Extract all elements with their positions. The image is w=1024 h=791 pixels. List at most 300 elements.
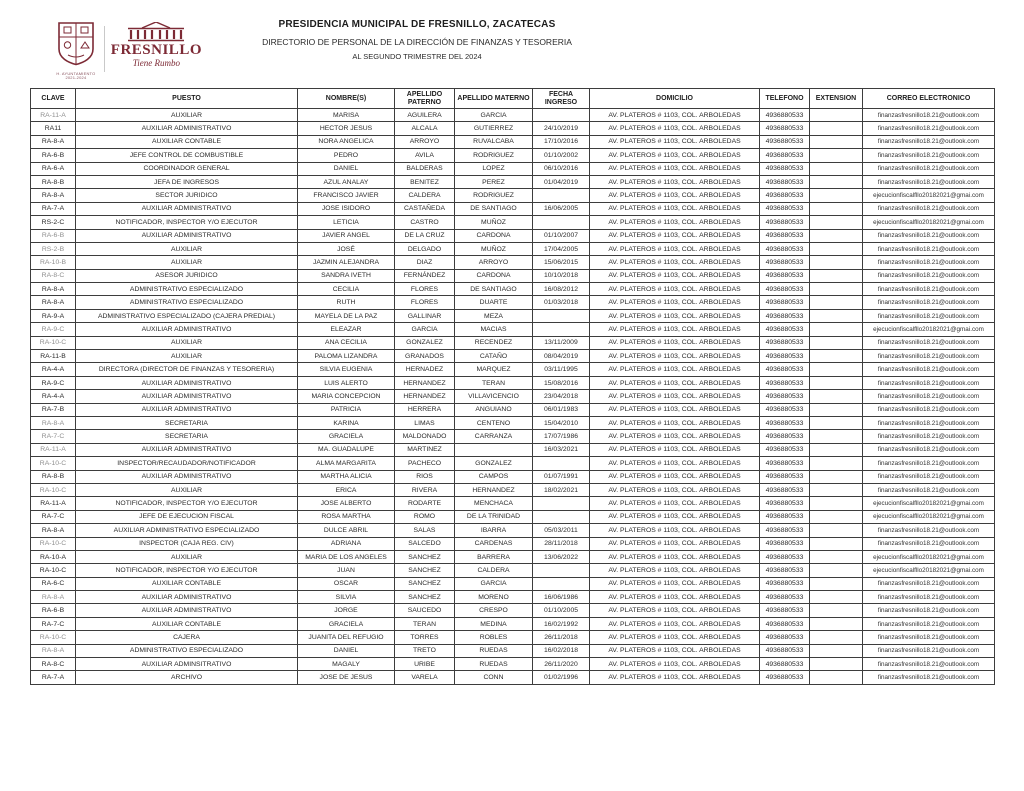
cell-fecha-ingreso: 17/07/1986 bbox=[533, 430, 590, 443]
cell-puesto: AUXILIAR CONTABLE bbox=[76, 617, 298, 630]
cell-telefono: 4936880533 bbox=[760, 256, 810, 269]
cell-clave: RA-11-A bbox=[31, 109, 76, 122]
cell-correo: finanzasfresnillo18.21@outlook.com bbox=[863, 135, 995, 148]
cell-apellido-materno: CARDONA bbox=[455, 229, 533, 242]
cell-telefono: 4936880533 bbox=[760, 577, 810, 590]
cell-nombres: ELEAZAR bbox=[298, 323, 395, 336]
cell-extension bbox=[810, 109, 863, 122]
cell-puesto: AUXILIAR ADMINISTRATIVO bbox=[76, 229, 298, 242]
cell-puesto: ADMINISTRATIVO ESPECIALIZADO bbox=[76, 283, 298, 296]
cell-puesto: AUXILIAR bbox=[76, 256, 298, 269]
cell-clave: RS-2-C bbox=[31, 216, 76, 229]
cell-fecha-ingreso: 06/10/2016 bbox=[533, 162, 590, 175]
cell-correo: finanzasfresnillo18.21@outlook.com bbox=[863, 229, 995, 242]
cell-fecha-ingreso: 15/08/2016 bbox=[533, 376, 590, 389]
cell-correo: ejecucionfiscalfllo20182021@gmai.com bbox=[863, 510, 995, 523]
column-header-fecha-ingreso: FECHA INGRESO bbox=[533, 89, 590, 109]
cell-telefono: 4936880533 bbox=[760, 296, 810, 309]
cell-domicilio: AV. PLATEROS # 1103, COL. ARBOLEDAS bbox=[590, 135, 760, 148]
cell-apellido-materno: GUTIERREZ bbox=[455, 122, 533, 135]
cell-fecha-ingreso bbox=[533, 577, 590, 590]
table-row bbox=[31, 524, 995, 537]
cell-apellido-materno: DE LA TRINIDAD bbox=[455, 510, 533, 523]
cell-extension bbox=[810, 591, 863, 604]
cell-extension bbox=[810, 604, 863, 617]
cell-correo: finanzasfresnillo18.21@outlook.com bbox=[863, 591, 995, 604]
cell-fecha-ingreso: 03/11/1995 bbox=[533, 363, 590, 376]
cell-nombres: PEDRO bbox=[298, 149, 395, 162]
cell-clave: RA-7-B bbox=[31, 403, 76, 416]
cell-fecha-ingreso: 24/10/2019 bbox=[533, 122, 590, 135]
cell-puesto: AUXILIAR bbox=[76, 350, 298, 363]
table-row bbox=[31, 283, 995, 296]
cell-puesto: NOTIFICADOR, INSPECTOR Y/O EJECUTOR bbox=[76, 497, 298, 510]
table-row bbox=[31, 323, 995, 336]
cell-telefono: 4936880533 bbox=[760, 524, 810, 537]
page-title: PRESIDENCIA MUNICIPAL DE FRESNILLO, ZACATECAS bbox=[278, 19, 556, 30]
cell-correo: ejecucionfiscalfllo20182021@gmai.com bbox=[863, 216, 995, 229]
cell-apellido-paterno: RODARTE bbox=[395, 497, 455, 510]
cell-clave: RS-2-B bbox=[31, 242, 76, 255]
cell-puesto: JEFE DE EJECUCION FISCAL bbox=[76, 510, 298, 523]
cell-puesto: AUXILIAR ADMINISTRATIVO bbox=[76, 470, 298, 483]
cell-apellido-materno: CARDONA bbox=[455, 269, 533, 282]
cell-clave: RA-10-A bbox=[31, 550, 76, 563]
cell-telefono: 4936880533 bbox=[760, 149, 810, 162]
cell-extension bbox=[810, 229, 863, 242]
cell-apellido-materno: MUÑOZ bbox=[455, 242, 533, 255]
cell-domicilio: AV. PLATEROS # 1103, COL. ARBOLEDAS bbox=[590, 604, 760, 617]
cell-apellido-paterno: BALDERAS bbox=[395, 162, 455, 175]
cell-puesto: NOTIFICADOR, INSPECTOR Y/O EJECUTOR bbox=[76, 216, 298, 229]
cell-telefono: 4936880533 bbox=[760, 604, 810, 617]
cell-apellido-materno: GARCIA bbox=[455, 577, 533, 590]
cell-puesto: ADMINISTRATIVO ESPECIALIZADO (CAJERA PREDIAL) bbox=[76, 309, 298, 322]
cell-telefono: 4936880533 bbox=[760, 390, 810, 403]
cell-domicilio: AV. PLATEROS # 1103, COL. ARBOLEDAS bbox=[590, 510, 760, 523]
table-row bbox=[31, 470, 995, 483]
cell-nombres: DULCE ABRIL bbox=[298, 524, 395, 537]
cell-domicilio: AV. PLATEROS # 1103, COL. ARBOLEDAS bbox=[590, 631, 760, 644]
cell-puesto: AUXILIAR bbox=[76, 483, 298, 496]
cell-nombres: LUIS ALERTO bbox=[298, 376, 395, 389]
column-header-apellido-paterno: APELLIDO PATERNO bbox=[395, 89, 455, 109]
cell-domicilio: AV. PLATEROS # 1103, COL. ARBOLEDAS bbox=[590, 363, 760, 376]
cell-apellido-materno: RUEDAS bbox=[455, 644, 533, 657]
cell-clave: RA-7-A bbox=[31, 671, 76, 684]
cell-extension bbox=[810, 644, 863, 657]
cell-apellido-paterno: HERRERA bbox=[395, 403, 455, 416]
cell-domicilio: AV. PLATEROS # 1103, COL. ARBOLEDAS bbox=[590, 269, 760, 282]
cell-apellido-paterno: TRETO bbox=[395, 644, 455, 657]
cell-clave: RA-10-C bbox=[31, 483, 76, 496]
table-row bbox=[31, 617, 995, 630]
cell-extension bbox=[810, 403, 863, 416]
cell-clave: RA-11-A bbox=[31, 443, 76, 456]
cell-extension bbox=[810, 631, 863, 644]
cell-apellido-paterno: RIOS bbox=[395, 470, 455, 483]
cell-apellido-materno: ARROYO bbox=[455, 256, 533, 269]
cell-puesto: DIRECTORA (DIRECTOR DE FINANZAS Y TESORERIA) bbox=[76, 363, 298, 376]
column-header-extension: EXTENSION bbox=[810, 89, 863, 109]
cell-extension bbox=[810, 269, 863, 282]
cell-fecha-ingreso: 17/10/2016 bbox=[533, 135, 590, 148]
cell-apellido-paterno: HERNANDEZ bbox=[395, 376, 455, 389]
cell-correo: ejecucionfiscalfllo20182021@gmai.com bbox=[863, 497, 995, 510]
cell-domicilio: AV. PLATEROS # 1103, COL. ARBOLEDAS bbox=[590, 644, 760, 657]
table-row bbox=[31, 577, 995, 590]
cell-extension bbox=[810, 457, 863, 470]
cell-apellido-materno: DE SANTIAGO bbox=[455, 283, 533, 296]
cell-apellido-paterno: FERNÁNDEZ bbox=[395, 269, 455, 282]
cell-nombres: LETICIA bbox=[298, 216, 395, 229]
cell-fecha-ingreso: 05/03/2011 bbox=[533, 524, 590, 537]
cell-telefono: 4936880533 bbox=[760, 216, 810, 229]
cell-fecha-ingreso: 28/11/2018 bbox=[533, 537, 590, 550]
cell-telefono: 4936880533 bbox=[760, 591, 810, 604]
cell-telefono: 4936880533 bbox=[760, 644, 810, 657]
cell-clave: RA-10-C bbox=[31, 537, 76, 550]
cell-telefono: 4936880533 bbox=[760, 202, 810, 215]
cell-correo: finanzasfresnillo18.21@outlook.com bbox=[863, 202, 995, 215]
cell-clave: RA-8-A bbox=[31, 416, 76, 429]
cell-puesto: AUXILIAR bbox=[76, 336, 298, 349]
cell-telefono: 4936880533 bbox=[760, 122, 810, 135]
cell-apellido-materno: BARRERA bbox=[455, 550, 533, 563]
cell-fecha-ingreso bbox=[533, 309, 590, 322]
cell-domicilio: AV. PLATEROS # 1103, COL. ARBOLEDAS bbox=[590, 457, 760, 470]
cell-puesto: ARCHIVO bbox=[76, 671, 298, 684]
cell-fecha-ingreso bbox=[533, 216, 590, 229]
cell-clave: RA-8-A bbox=[31, 644, 76, 657]
cell-correo: finanzasfresnillo18.21@outlook.com bbox=[863, 296, 995, 309]
cell-nombres: JOSE DE JESUS bbox=[298, 671, 395, 684]
cell-correo: finanzasfresnillo18.21@outlook.com bbox=[863, 256, 995, 269]
header-row bbox=[31, 89, 995, 109]
cell-correo: finanzasfresnillo18.21@outlook.com bbox=[863, 403, 995, 416]
cell-apellido-materno: MACIAS bbox=[455, 323, 533, 336]
table-row bbox=[31, 497, 995, 510]
cell-telefono: 4936880533 bbox=[760, 403, 810, 416]
cell-correo: ejecucionfiscalfllo20182021@gmai.com bbox=[863, 564, 995, 577]
cell-telefono: 4936880533 bbox=[760, 430, 810, 443]
cell-nombres: ROSA MARTHA bbox=[298, 510, 395, 523]
cell-clave: RA-10-C bbox=[31, 457, 76, 470]
cell-nombres: ALMA MARGARITA bbox=[298, 457, 395, 470]
cell-nombres: JOSE ALBERTO bbox=[298, 497, 395, 510]
cell-fecha-ingreso: 01/10/2002 bbox=[533, 149, 590, 162]
cell-fecha-ingreso: 17/04/2005 bbox=[533, 242, 590, 255]
cell-domicilio: AV. PLATEROS # 1103, COL. ARBOLEDAS bbox=[590, 256, 760, 269]
cell-nombres: SILVIA EUGENIA bbox=[298, 363, 395, 376]
cell-domicilio: AV. PLATEROS # 1103, COL. ARBOLEDAS bbox=[590, 430, 760, 443]
table-row bbox=[31, 376, 995, 389]
cell-nombres: DANIEL bbox=[298, 644, 395, 657]
cell-fecha-ingreso: 08/04/2019 bbox=[533, 350, 590, 363]
cell-extension bbox=[810, 577, 863, 590]
cell-clave: RA-8-C bbox=[31, 658, 76, 671]
cell-extension bbox=[810, 470, 863, 483]
cell-domicilio: AV. PLATEROS # 1103, COL. ARBOLEDAS bbox=[590, 162, 760, 175]
cell-nombres: MA. GUADALUPE bbox=[298, 443, 395, 456]
cell-correo: finanzasfresnillo18.21@outlook.com bbox=[863, 309, 995, 322]
cell-correo: finanzasfresnillo18.21@outlook.com bbox=[863, 470, 995, 483]
table-row bbox=[31, 443, 995, 456]
cell-domicilio: AV. PLATEROS # 1103, COL. ARBOLEDAS bbox=[590, 283, 760, 296]
table-row bbox=[31, 189, 995, 202]
cell-apellido-paterno: GARCIA bbox=[395, 323, 455, 336]
cell-puesto: AUXILIAR ADMINISTRATIVO bbox=[76, 604, 298, 617]
cell-fecha-ingreso: 01/04/2019 bbox=[533, 175, 590, 188]
cell-puesto: JEFA DE INGRESOS bbox=[76, 175, 298, 188]
cell-correo: finanzasfresnillo18.21@outlook.com bbox=[863, 175, 995, 188]
cell-clave: RA-4-A bbox=[31, 363, 76, 376]
cell-nombres: SANDRA IVETH bbox=[298, 269, 395, 282]
cell-extension bbox=[810, 524, 863, 537]
cell-apellido-paterno: VARELA bbox=[395, 671, 455, 684]
cell-apellido-paterno: ALCALA bbox=[395, 122, 455, 135]
cell-extension bbox=[810, 617, 863, 630]
cell-fecha-ingreso bbox=[533, 564, 590, 577]
cell-apellido-materno: LOPEZ bbox=[455, 162, 533, 175]
table-row bbox=[31, 591, 995, 604]
cell-apellido-materno: CATAÑO bbox=[455, 350, 533, 363]
cell-puesto: SECRETARIA bbox=[76, 430, 298, 443]
cell-apellido-materno: DUARTE bbox=[455, 296, 533, 309]
cell-fecha-ingreso: 16/08/2012 bbox=[533, 283, 590, 296]
cell-apellido-materno: MUÑOZ bbox=[455, 216, 533, 229]
cell-domicilio: AV. PLATEROS # 1103, COL. ARBOLEDAS bbox=[590, 376, 760, 389]
table-row bbox=[31, 430, 995, 443]
cell-nombres: ADRIANA bbox=[298, 537, 395, 550]
cell-domicilio: AV. PLATEROS # 1103, COL. ARBOLEDAS bbox=[590, 350, 760, 363]
cell-telefono: 4936880533 bbox=[760, 416, 810, 429]
cell-puesto: ASESOR JURIDICO bbox=[76, 269, 298, 282]
brand-wordmark: FRESNILLO bbox=[110, 42, 202, 58]
cell-apellido-materno: HERNANDEZ bbox=[455, 483, 533, 496]
cell-telefono: 4936880533 bbox=[760, 671, 810, 684]
cell-fecha-ingreso: 16/02/1992 bbox=[533, 617, 590, 630]
cell-correo: finanzasfresnillo18.21@outlook.com bbox=[863, 430, 995, 443]
cell-apellido-paterno: GRANADOS bbox=[395, 350, 455, 363]
cell-extension bbox=[810, 658, 863, 671]
cell-puesto: ADMINISTRATIVO ESPECIALIZADO bbox=[76, 644, 298, 657]
cell-apellido-paterno: FLORES bbox=[395, 296, 455, 309]
cell-apellido-paterno: TORRES bbox=[395, 631, 455, 644]
table-row bbox=[31, 122, 995, 135]
cell-extension bbox=[810, 483, 863, 496]
cell-fecha-ingreso: 15/06/2015 bbox=[533, 256, 590, 269]
cell-extension bbox=[810, 443, 863, 456]
cell-clave: RA-11-A bbox=[31, 497, 76, 510]
table-row bbox=[31, 550, 995, 563]
cell-telefono: 4936880533 bbox=[760, 323, 810, 336]
cell-nombres: GRACIELA bbox=[298, 617, 395, 630]
cell-telefono: 4936880533 bbox=[760, 631, 810, 644]
table-row bbox=[31, 510, 995, 523]
cell-puesto: COORDINADOR GENERAL bbox=[76, 162, 298, 175]
cell-apellido-paterno: ROMO bbox=[395, 510, 455, 523]
cell-telefono: 4936880533 bbox=[760, 242, 810, 255]
cell-nombres: AZUL ANALAY bbox=[298, 175, 395, 188]
cell-telefono: 4936880533 bbox=[760, 135, 810, 148]
cell-clave: RA-8-A bbox=[31, 296, 76, 309]
cell-domicilio: AV. PLATEROS # 1103, COL. ARBOLEDAS bbox=[590, 296, 760, 309]
cell-apellido-materno: MORENO bbox=[455, 591, 533, 604]
cell-domicilio: AV. PLATEROS # 1103, COL. ARBOLEDAS bbox=[590, 216, 760, 229]
cell-extension bbox=[810, 309, 863, 322]
cell-apellido-paterno: HERNADEZ bbox=[395, 363, 455, 376]
cell-extension bbox=[810, 376, 863, 389]
cell-apellido-materno: VILLAVICENCIO bbox=[455, 390, 533, 403]
cell-domicilio: AV. PLATEROS # 1103, COL. ARBOLEDAS bbox=[590, 671, 760, 684]
cell-apellido-paterno: URIBE bbox=[395, 658, 455, 671]
cell-apellido-materno: RECENDEZ bbox=[455, 336, 533, 349]
cell-domicilio: AV. PLATEROS # 1103, COL. ARBOLEDAS bbox=[590, 109, 760, 122]
cell-nombres: OSCAR bbox=[298, 577, 395, 590]
cell-correo: ejecucionfiscalfllo20182021@gmai.com bbox=[863, 323, 995, 336]
cell-correo: finanzasfresnillo18.21@outlook.com bbox=[863, 109, 995, 122]
cell-telefono: 4936880533 bbox=[760, 550, 810, 563]
cell-nombres: JAZMIN ALEJANDRA bbox=[298, 256, 395, 269]
cell-telefono: 4936880533 bbox=[760, 283, 810, 296]
cell-nombres: JOSE ISIDORO bbox=[298, 202, 395, 215]
cell-nombres: SILVIA bbox=[298, 591, 395, 604]
cell-apellido-paterno: AVILA bbox=[395, 149, 455, 162]
cell-extension bbox=[810, 242, 863, 255]
cell-puesto: AUXILIAR ADMINISTRATIVO ESPECIALIZADO bbox=[76, 524, 298, 537]
cell-fecha-ingreso: 26/11/2020 bbox=[533, 658, 590, 671]
table-row bbox=[31, 162, 995, 175]
cell-nombres: JUANITA DEL REFUGIO bbox=[298, 631, 395, 644]
cell-extension bbox=[810, 189, 863, 202]
cell-telefono: 4936880533 bbox=[760, 443, 810, 456]
cell-apellido-materno: IBARRA bbox=[455, 524, 533, 537]
cell-fecha-ingreso: 01/07/1991 bbox=[533, 470, 590, 483]
cell-clave: RA-6-B bbox=[31, 149, 76, 162]
cell-correo: finanzasfresnillo18.21@outlook.com bbox=[863, 149, 995, 162]
cell-apellido-materno: CENTENO bbox=[455, 416, 533, 429]
cell-extension bbox=[810, 122, 863, 135]
column-header-domicilio: DOMICILIO bbox=[590, 89, 760, 109]
cell-apellido-materno: MEDINA bbox=[455, 617, 533, 630]
table-row bbox=[31, 644, 995, 657]
cell-domicilio: AV. PLATEROS # 1103, COL. ARBOLEDAS bbox=[590, 323, 760, 336]
cell-extension bbox=[810, 336, 863, 349]
cell-apellido-paterno: MALDONADO bbox=[395, 430, 455, 443]
cell-domicilio: AV. PLATEROS # 1103, COL. ARBOLEDAS bbox=[590, 550, 760, 563]
cell-fecha-ingreso: 10/10/2018 bbox=[533, 269, 590, 282]
cell-puesto: AUXILIAR ADMINISTRATIVO bbox=[76, 202, 298, 215]
cell-nombres: JOSÉ bbox=[298, 242, 395, 255]
cell-nombres: DANIEL bbox=[298, 162, 395, 175]
cell-fecha-ingreso: 01/02/1996 bbox=[533, 671, 590, 684]
cell-apellido-materno: CONN bbox=[455, 671, 533, 684]
cell-telefono: 4936880533 bbox=[760, 497, 810, 510]
cell-puesto: AUXILIAR bbox=[76, 109, 298, 122]
cell-clave: RA-6-B bbox=[31, 604, 76, 617]
cell-nombres: JAVIER ANGEL bbox=[298, 229, 395, 242]
cell-apellido-paterno: DIAZ bbox=[395, 256, 455, 269]
table-row bbox=[31, 202, 995, 215]
cell-telefono: 4936880533 bbox=[760, 564, 810, 577]
cell-domicilio: AV. PLATEROS # 1103, COL. ARBOLEDAS bbox=[590, 229, 760, 242]
cell-fecha-ingreso: 01/10/2007 bbox=[533, 229, 590, 242]
cell-nombres: HECTOR JESUS bbox=[298, 122, 395, 135]
cell-apellido-paterno: DE LA CRUZ bbox=[395, 229, 455, 242]
cell-extension bbox=[810, 430, 863, 443]
cell-correo: ejecucionfiscalfllo20182021@gmai.com bbox=[863, 189, 995, 202]
cell-correo: finanzasfresnillo18.21@outlook.com bbox=[863, 376, 995, 389]
cell-puesto: CAJERA bbox=[76, 631, 298, 644]
cell-clave: RA-9-A bbox=[31, 309, 76, 322]
page-subtitle: DIRECTORIO DE PERSONAL DE LA DIRECCIÓN DE FINANZAS Y TESORERIA bbox=[262, 37, 572, 47]
cell-apellido-paterno: SANCHEZ bbox=[395, 577, 455, 590]
cell-puesto: JEFE CONTROL DE COMBUSTIBLE bbox=[76, 149, 298, 162]
cell-correo: finanzasfresnillo18.21@outlook.com bbox=[863, 577, 995, 590]
cell-domicilio: AV. PLATEROS # 1103, COL. ARBOLEDAS bbox=[590, 537, 760, 550]
cell-puesto: AUXILIAR ADMINISTRATIVO bbox=[76, 323, 298, 336]
cell-extension bbox=[810, 390, 863, 403]
cell-domicilio: AV. PLATEROS # 1103, COL. ARBOLEDAS bbox=[590, 577, 760, 590]
column-header-puesto: PUESTO bbox=[76, 89, 298, 109]
cell-domicilio: AV. PLATEROS # 1103, COL. ARBOLEDAS bbox=[590, 524, 760, 537]
cell-puesto: AUXILIAR bbox=[76, 242, 298, 255]
cell-correo: finanzasfresnillo18.21@outlook.com bbox=[863, 269, 995, 282]
table-row bbox=[31, 390, 995, 403]
cell-apellido-materno: CARRANZA bbox=[455, 430, 533, 443]
cell-telefono: 4936880533 bbox=[760, 336, 810, 349]
cell-extension bbox=[810, 202, 863, 215]
cell-clave: RA-4-A bbox=[31, 390, 76, 403]
cell-nombres: NORA ANGELICA bbox=[298, 135, 395, 148]
cell-clave: RA-8-A bbox=[31, 591, 76, 604]
cell-apellido-paterno: CALDERA bbox=[395, 189, 455, 202]
cell-clave: RA-11-B bbox=[31, 350, 76, 363]
cell-apellido-paterno: TERAN bbox=[395, 617, 455, 630]
cell-domicilio: AV. PLATEROS # 1103, COL. ARBOLEDAS bbox=[590, 390, 760, 403]
cell-fecha-ingreso: 26/11/2018 bbox=[533, 631, 590, 644]
cell-correo: finanzasfresnillo18.21@outlook.com bbox=[863, 537, 995, 550]
cell-apellido-paterno: PACHECO bbox=[395, 457, 455, 470]
cell-extension bbox=[810, 416, 863, 429]
cell-puesto: INSPECTOR (CAJA REG. CIV) bbox=[76, 537, 298, 550]
table-row bbox=[31, 149, 995, 162]
cell-domicilio: AV. PLATEROS # 1103, COL. ARBOLEDAS bbox=[590, 403, 760, 416]
cell-fecha-ingreso bbox=[533, 497, 590, 510]
table-row bbox=[31, 229, 995, 242]
cell-puesto: AUXILIAR ADMINISTRATIVO bbox=[76, 403, 298, 416]
cell-nombres: PALOMA LIZANDRA bbox=[298, 350, 395, 363]
cell-extension bbox=[810, 323, 863, 336]
cell-fecha-ingreso: 18/02/2021 bbox=[533, 483, 590, 496]
cell-domicilio: AV. PLATEROS # 1103, COL. ARBOLEDAS bbox=[590, 149, 760, 162]
cell-apellido-paterno: SALCEDO bbox=[395, 537, 455, 550]
cell-apellido-paterno: MARTINEZ bbox=[395, 443, 455, 456]
cell-clave: RA-10-C bbox=[31, 564, 76, 577]
cell-clave: RA-8-C bbox=[31, 269, 76, 282]
cell-domicilio: AV. PLATEROS # 1103, COL. ARBOLEDAS bbox=[590, 658, 760, 671]
cell-fecha-ingreso bbox=[533, 189, 590, 202]
column-header-telefono: TELEFONO bbox=[760, 89, 810, 109]
cell-puesto: AUXILIAR CONTABLE bbox=[76, 135, 298, 148]
cell-correo: finanzasfresnillo18.21@outlook.com bbox=[863, 122, 995, 135]
cell-apellido-materno: RUVALCABA bbox=[455, 135, 533, 148]
cell-domicilio: AV. PLATEROS # 1103, COL. ARBOLEDAS bbox=[590, 483, 760, 496]
cell-apellido-materno: RUEDAS bbox=[455, 658, 533, 671]
cell-apellido-materno: CAMPOS bbox=[455, 470, 533, 483]
cell-apellido-materno: MENCHACA bbox=[455, 497, 533, 510]
